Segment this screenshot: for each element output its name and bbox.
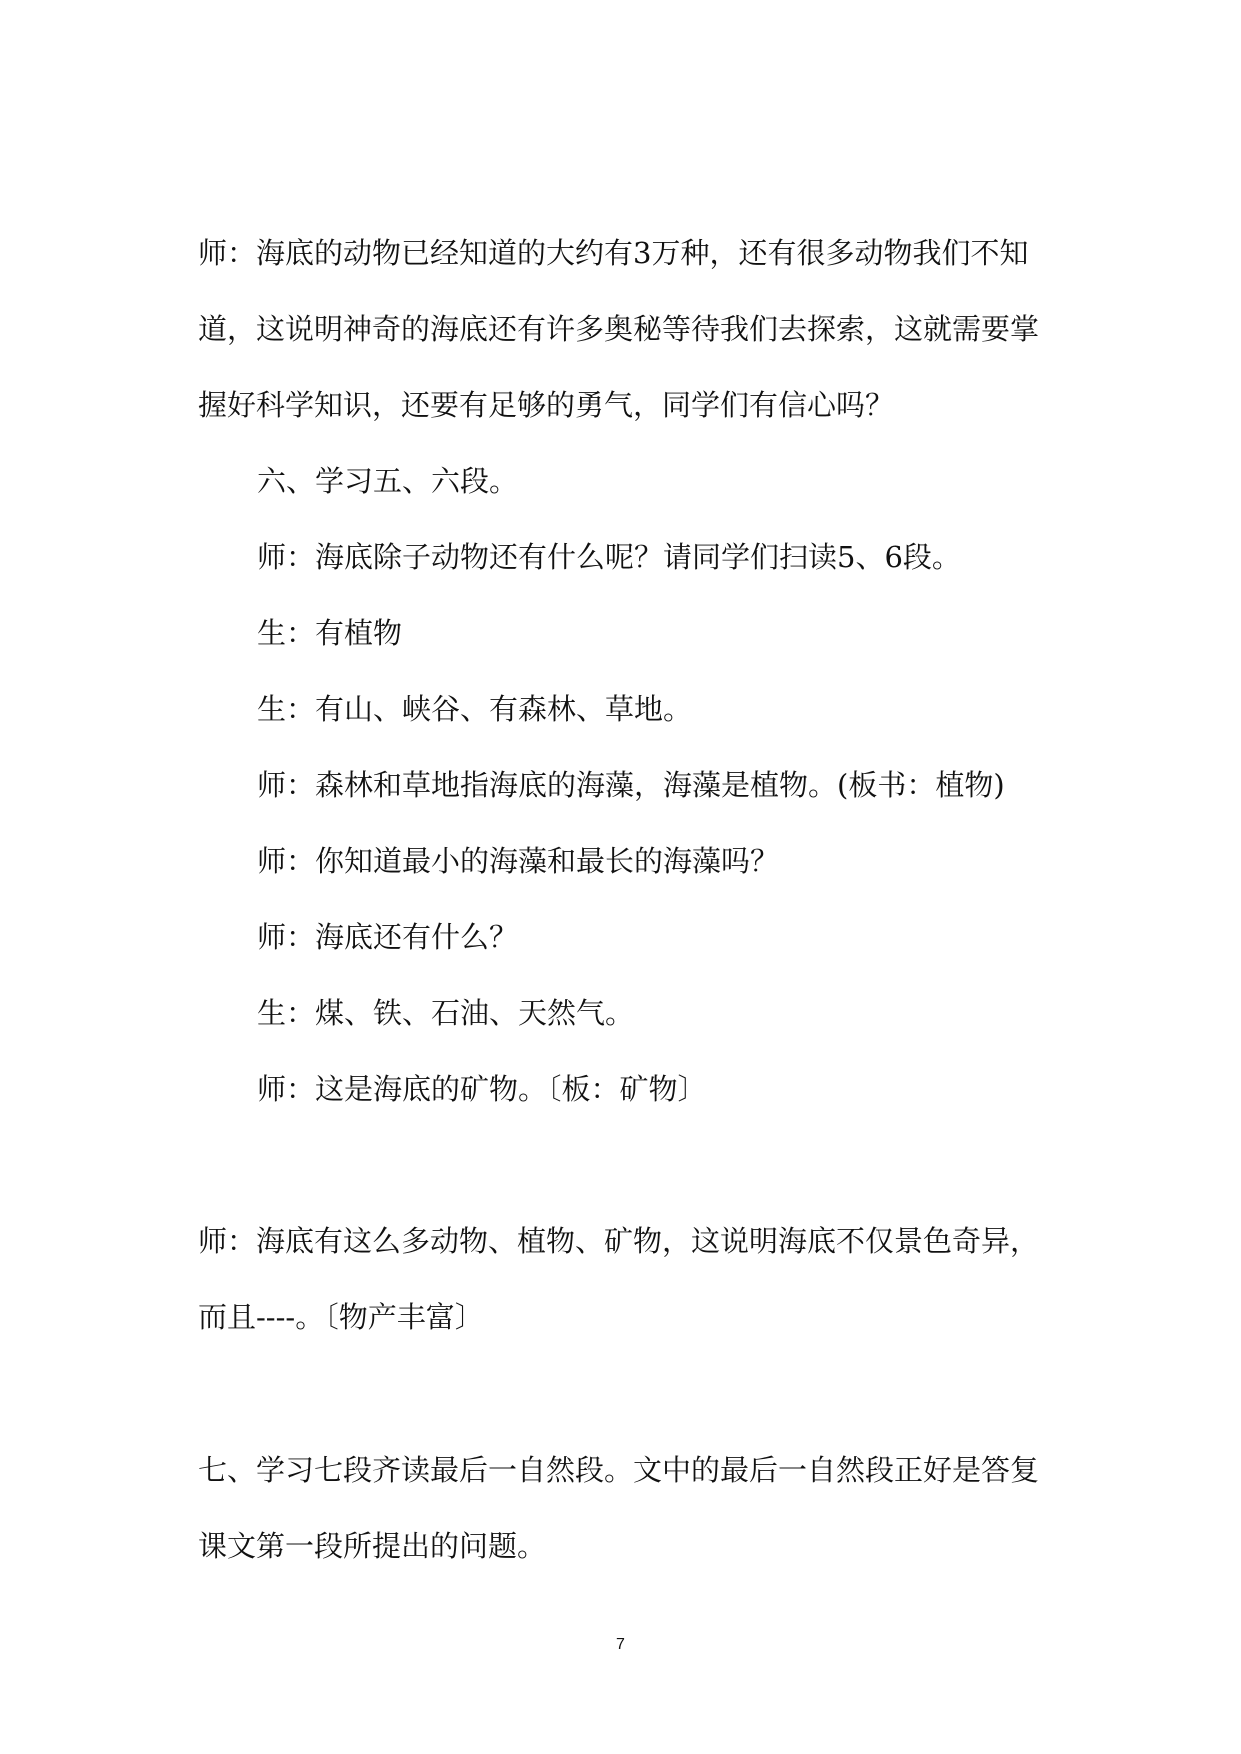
dialogue-line: 师：这是海底的矿物。〔板：矿物〕 xyxy=(257,1072,707,1106)
dialogue-line: 师：森林和草地指海底的海藻，海藻是植物。(板书：植物) xyxy=(257,768,1005,802)
dialogue-line: 生：有山、峡谷、有森林、草地。 xyxy=(257,692,693,726)
paragraph-line: 而且----。〔物产丰富〕 xyxy=(198,1300,484,1334)
dialogue-line: 生：煤、铁、石油、天然气。 xyxy=(257,996,635,1030)
dialogue-line: 师：你知道最小的海藻和最长的海藻吗？ xyxy=(257,844,780,878)
paragraph-line: 道，这说明神奇的海底还有许多奥秘等待我们去探索，这就需要掌 xyxy=(198,312,1040,346)
dialogue-line: 师：海底除子动物还有什么呢？请同学们扫读5、6段。 xyxy=(257,540,961,574)
dialogue-line: 师：海底还有什么？ xyxy=(257,920,519,954)
section-heading: 七、学习七段齐读最后一自然段。文中的最后一自然段正好是答复 xyxy=(198,1453,1040,1487)
paragraph-line: 课文第一段所提出的问题。 xyxy=(198,1529,547,1563)
section-heading: 六、学习五、六段。 xyxy=(257,464,519,498)
paragraph-line: 师：海底的动物已经知道的大约有3万种，还有很多动物我们不知 xyxy=(198,236,1029,270)
page-number: 7 xyxy=(616,1636,625,1653)
paragraph-line: 握好科学知识，还要有足够的勇气，同学们有信心吗？ xyxy=(198,388,895,422)
paragraph-line: 师：海底有这么多动物、植物、矿物，这说明海底不仅景色奇异， xyxy=(198,1224,1040,1258)
dialogue-line: 生：有植物 xyxy=(257,616,403,650)
